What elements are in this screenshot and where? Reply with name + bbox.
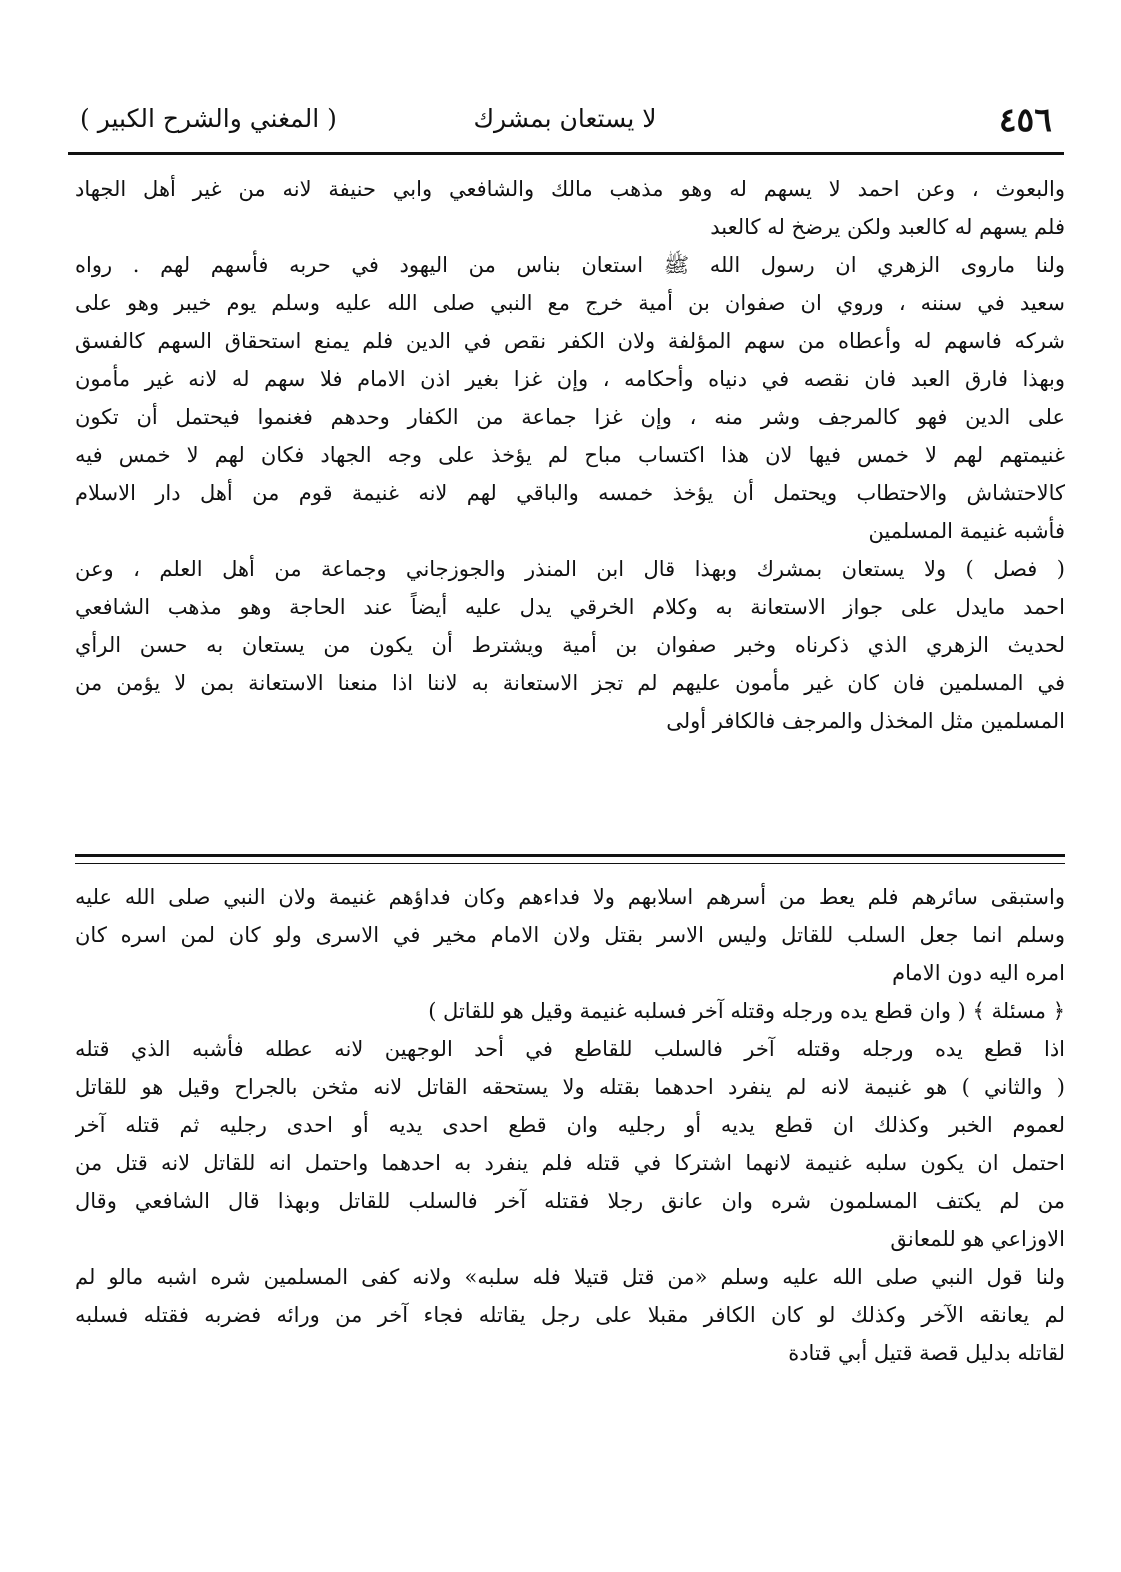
text-line: فأشبه غنيمة المسلمين [868, 519, 1065, 543]
text-line: امره اليه دون الامام [892, 961, 1065, 985]
text-line: غنيمتهم لهم لا خمس فيها لان هذا اكتساب مباح لم يؤخذ على وجه الجهاد فكان لهم لا خمس فيه [75, 443, 1065, 467]
text-line: المسلمين مثل المخذل والمرجف فالكافر أولى [666, 709, 1065, 733]
text-line: في المسلمين فان كان غير مأمون عليهم لم تجز الاستعانة به لاننا اذا منعنا الاستعانة بمن لا يؤمن من [75, 671, 1065, 695]
text-line: على الدين فهو كالمرجف وشر منه ، وإن غزا جماعة من الكفار وحدهم فغنموا فيحتمل أن تكون [75, 405, 1065, 429]
text-line: ( فصل ) ولا يستعان بمشرك وبهذا قال ابن المنذر والجوزجاني وجماعة من أهل العلم ، وعن [75, 557, 1065, 581]
text-line: وبهذا فارق العبد فان نقصه في دنياه وأحكامه ، وإن غزا بغير اذن الامام فلا سهم له لانه غير مأمون [75, 367, 1065, 391]
text-line: احتمل ان يكون سلبه غنيمة لانهما اشتركا في قتله فلم ينفرد به احدهما واحتمل انه للقاتل لانه قتل من [75, 1151, 1065, 1175]
text-line: لم يعانقه الآخر وكذلك لو كان الكافر مقبلا على رجل يقاتله فجاء آخر من ورائه فضربه فقتله فسلبه [75, 1303, 1065, 1327]
page-header [70, 100, 1060, 150]
text-line: لقاتله بدليل قصة قتيل أبي قتادة [788, 1341, 1065, 1365]
text-line: لحديث الزهري الذي ذكرناه وخبر صفوان بن أمية ويشترط أن يكون من يستعان به حسن الرأي [75, 633, 1065, 657]
text-line: فلم يسهم له كالعبد ولكن يرضخ له كالعبد [710, 215, 1065, 239]
text-line: وسلم انما جعل السلب للقاتل وليس الاسر بقتل ولان الامام مخير في الاسرى ولو كان لمن اسره كان [75, 923, 1065, 947]
text-line: كالاحتشاش والاحتطاب ويحتمل أن يؤخذ خمسه والباقي لهم لانه غنيمة قوم من أهل دار الاسلام [75, 481, 1065, 505]
issue-heading: ﴿ مسئلة ﴾ ( وان قطع يده ورجله وقتله آخر فسلبه غنيمة وقيل هو للقاتل ) [428, 999, 1065, 1023]
text-line: من لم يكتف المسلمون شره وان عانق رجلا فقتله آخر فالسلب للقاتل وبهذا قال الشافعي وقال [75, 1189, 1065, 1213]
text-line: لعموم الخبر وكذلك ان قطع يديه أو رجليه وان قطع احدى يديه أو احدى رجليه ثم قتله آخر [75, 1113, 1065, 1137]
text-line: اذا قطع يده ورجله وقتله آخر فالسلب للقاطع في أحد الوجهين لانه عطله فأشبه الذي قتله [75, 1037, 1065, 1061]
text-line: واستبقى سائرهم فلم يعط من أسرهم اسلابهم ولا فداءهم وكان فداؤهم غنيمة ولان النبي صلى الله عليه [75, 885, 1065, 909]
text-line: شركه فاسهم له وأعطاه من سهم المؤلفة ولان الكفر نقص في الدين فلم يمنع استحقاق السهم كالفسق [75, 329, 1065, 353]
commentary-text [75, 878, 1065, 1372]
header-rule [68, 152, 1064, 155]
text-line: ( والثاني ) هو غنيمة لانه لم ينفرد احدهما بقتله ولا يستحقه القاتل لانه مثخن بالجراح وقيل هو للقاتل [75, 1075, 1065, 1099]
section-divider [75, 854, 1065, 864]
text-line: ولنا ماروى الزهري ان رسول الله ﷺ استعان بناس من اليهود في حربه فأسهم لهم . رواه [75, 253, 1065, 277]
text-line: ولنا قول النبي صلى الله عليه وسلم «من قتل قتيلا فله سلبه» ولانه كفى المسلمين شره اشبه مالو لم [75, 1265, 1065, 1289]
text-line: والبعوث ، وعن احمد لا يسهم له وهو مذهب مالك والشافعي وابي حنيفة لانه من غير أهل الجهاد [75, 177, 1065, 201]
main-text [75, 170, 1065, 740]
text-line: احمد مايدل على جواز الاستعانة به وكلام الخرقي يدل عليه أيضاً عند الحاجة وهو مذهب الشافعي [75, 595, 1065, 619]
book-title: ( المغني والشرح الكبير ) [80, 104, 337, 133]
page-number: ٤٥٦ [998, 100, 1052, 139]
chapter-title: لا يستعان بمشرك [473, 104, 657, 133]
text-line: الاوزاعي هو للمعانق [890, 1227, 1065, 1251]
text-line: سعيد في سننه ، وروي ان صفوان بن أمية خرج مع النبي صلى الله عليه وسلم يوم خيبر وهو على [75, 291, 1065, 315]
